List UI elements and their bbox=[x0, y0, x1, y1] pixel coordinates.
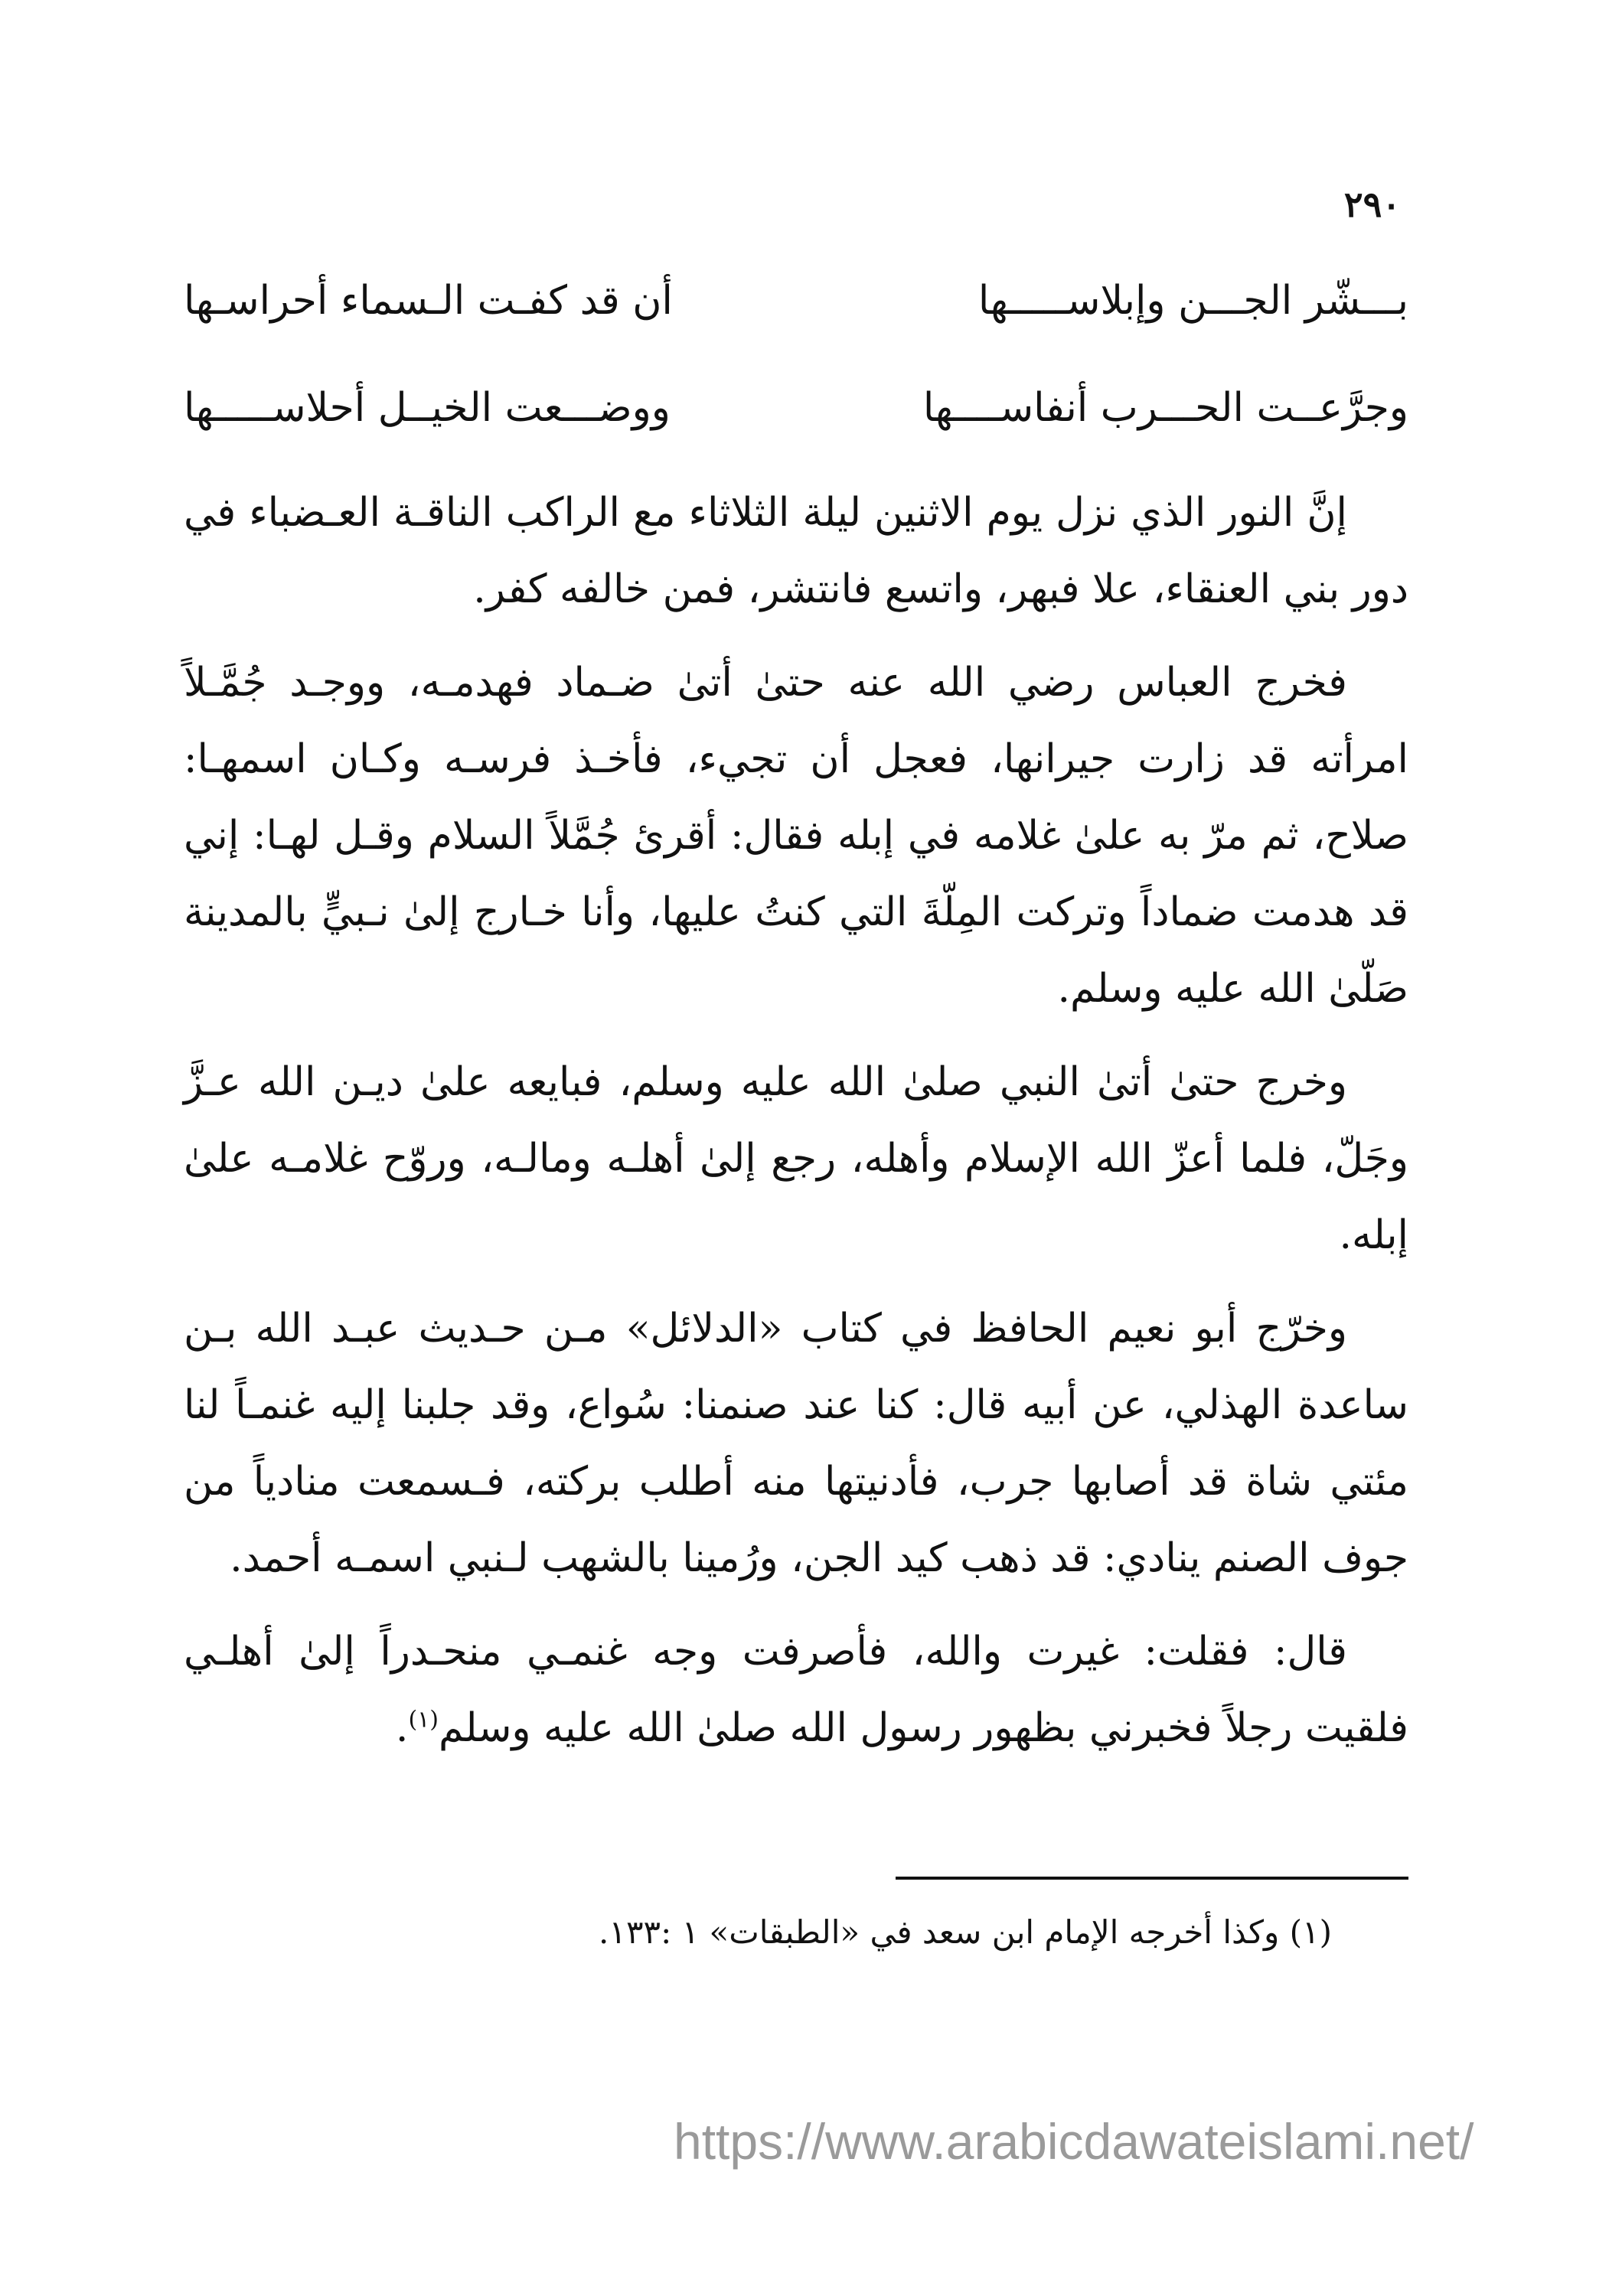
paragraph-last-text: قال: فقلت: غيرت والله، فأصرفت وجه غنمـي منحـدراً إلىٰ أهلـي فلقيت رجلاً فخبرني بظهور رسول الله صلىٰ الله عليه وسلم bbox=[184, 1629, 1408, 1751]
page-number: ٢٩٠ bbox=[1343, 184, 1401, 225]
verse-second-hemistich: ووضـــعت الخيــل أحلاســـــها bbox=[184, 385, 671, 431]
verse-second-hemistich: أن قد كفـت الـسماء أحراسـها bbox=[184, 278, 673, 324]
footnote-reference[interactable]: (١) bbox=[408, 1706, 439, 1733]
paragraph-last bbox=[184, 1613, 1408, 1766]
footnote: (١) وكذا أخرجه الإمام ابن سعد في «الطبقات» ١ :١٣٣. bbox=[599, 1913, 1332, 1951]
body-text bbox=[184, 475, 1408, 1783]
paragraph: وخرج حتىٰ أتىٰ النبي صلىٰ الله عليه وسلم، فبايعه علىٰ ديـن الله عـزَّ وجَلّ، فلما أعزّ الله الإسلام وأهله، رجع إلىٰ أهلـه ومالـه، وروّح غلامـه علىٰ إبله. bbox=[184, 1059, 1408, 1258]
poem-verse bbox=[184, 371, 1408, 478]
poem-verse bbox=[184, 264, 1408, 371]
paragraph: وخرّج أبو نعيم الحافظ في كتاب «الدلائل» مـن حـديث عبـد الله بـن ساعدة الهذلي، عن أبيه قال: كنا عند صنمنا: سُواع، وقد جلبنا إليه غنمـاً لنا مئتي شاة قد أصابها جرب، فأدنيتها منه أطلب بركته، فـسمعت منادياً من جوف الصنم ينادي: قد ذهب كيد الجن، ورُمينا بالشهب لـنبي اسمـه أحمد. bbox=[184, 1306, 1408, 1581]
paragraph: فخرج العباس رضي الله عنه حتىٰ أتىٰ ضـماد فهدمـه، ووجـد جُمَّـلاً امرأته قد زارت جيرانها، فعجل أن تجيء، فأخـذ فرسـه وكـان اسمهـا: صلاح، ثم مرّ به علىٰ غلامه في إبله فقال: أقرئ جُمَّلاً السلام وقـل لهـا: إني قد هدمت ضماداً وتركت المِلّةَ التي كنتُ عليها، وأنا خـارج إلىٰ نـبيٍّ بالمدينة صَلّىٰ الله عليه وسلم. bbox=[184, 660, 1408, 1012]
watermark-url: https://www.arabicdawateislami.net/ bbox=[674, 2113, 1474, 2170]
footnote-divider bbox=[896, 1877, 1408, 1880]
poem bbox=[184, 264, 1408, 478]
verse-first-hemistich: وجرَّعــت الحـــرب أنفاســــها bbox=[922, 385, 1408, 431]
paragraph: إنَّ النور الذي نزل يوم الاثنين ليلة الثلاثاء مع الراكب الناقـة العـضباء في دور بني العنقاء، علا فبهر، واتسع فانتشر، فمن خالفه كفر. bbox=[184, 490, 1408, 612]
paragraph-last-period: . bbox=[395, 1705, 409, 1751]
verse-first-hemistich: بـــشّر الجـــن وإبلاســـــها bbox=[977, 278, 1408, 324]
